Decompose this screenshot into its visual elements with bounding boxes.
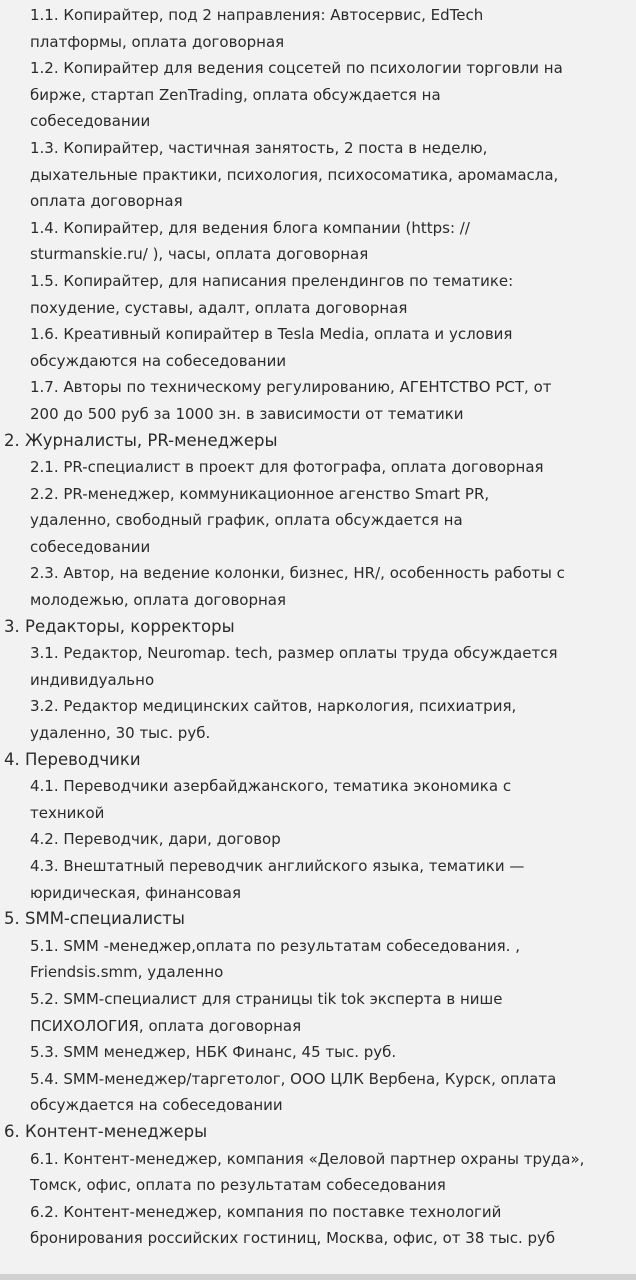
list-item-line: 3.1. Редактор, Neuromap. tech, размер оплаты труда обсуждается (30, 644, 558, 663)
list-item (0, 374, 636, 427)
section-title: 4. Переводчики (4, 749, 141, 769)
list-item (0, 215, 636, 268)
list-item-line: 200 до 500 руб за 1000 зн. в зависимости от тематики (30, 404, 464, 423)
list-item-line: техникой (30, 803, 105, 822)
section (0, 614, 636, 747)
list-item-line: 4.3. Внештатный переводчик английского языка, тематики — (30, 857, 525, 875)
list-item (0, 268, 636, 321)
list-item-line: ПСИХОЛОГИЯ, оплата договорная (30, 1016, 302, 1035)
list-item-line: бронирования российских гостиниц, Москва, офис, от 38 тыс. руб (30, 1229, 556, 1248)
list-item-line: удаленно, свободный график, оплата обсуждается на (30, 511, 463, 530)
list-item (0, 853, 636, 906)
bottom-divider (0, 1274, 636, 1280)
list-item (0, 640, 636, 693)
list-item-line: Friendsis.smm, удаленно (30, 963, 224, 982)
list-item (0, 454, 636, 481)
vacancy-list (0, 2, 636, 1252)
list-item-line: дыхательные практики, психология, психосоматика, аромамасла, (30, 165, 559, 184)
list-item-line: 1.4. Копирайтер, для ведения блога компании (https: // (30, 218, 470, 237)
list-item-line: обсуждаются на собеседовании (30, 351, 287, 370)
list-item-line: 6.1. Контент-менеджер, компания «Деловой партнер охраны труда», (30, 1149, 585, 1168)
list-item-line: 2.2. PR-менеджер, коммуникационное агенство Smart PR, (30, 484, 490, 503)
list-item-line: 1.6. Креативный копирайтер в Tesla Media, оплата и условия (30, 325, 513, 344)
list-item-line: 1.3. Копирайтер, частичная занятость, 2 поста в неделю, (30, 138, 488, 157)
list-item-line: юридическая, финансовая (30, 883, 242, 902)
list-item (0, 693, 636, 746)
list-item-line: 6.2. Контент-менеджер, компания по поставке технологий (30, 1202, 502, 1221)
list-item (0, 1039, 636, 1066)
list-item-line: собеседовании (30, 537, 151, 556)
list-item-line: 1.2. Копирайтер для ведения соцсетей по психологии торговли на (30, 59, 563, 78)
list-item (0, 933, 636, 986)
list-item (0, 481, 636, 561)
list-item-line: 2.1. PR-специалист в проект для фотографа, оплата договорная (30, 458, 544, 477)
list-item-line: оплата договорная (30, 192, 183, 211)
list-item (0, 826, 636, 853)
section (0, 747, 636, 907)
section (0, 2, 636, 428)
list-item (0, 55, 636, 135)
list-item-line: молодежью, оплата договорная (30, 591, 287, 610)
list-item-line: 5.4. SMM-менеджер/таргетолог, ООО ЦЛК Вербена, Курск, оплата (30, 1069, 557, 1088)
section-title: 5. SMM-специалисты (4, 909, 185, 929)
list-item (0, 1146, 636, 1199)
section (0, 906, 636, 1119)
list-item (0, 1199, 636, 1252)
list-item-line: 5.3. SMM менеджер, НБК Финанс, 45 тыс. руб. (30, 1043, 397, 1062)
list-item-line: 5.2. SMM-специалист для страницы tik tok эксперта в нише (30, 989, 503, 1008)
list-item-line: 3.2. Редактор медицинских сайтов, наркология, психиатрия, (30, 697, 517, 716)
section-title: 3. Редакторы, корректоры (4, 616, 235, 636)
list-item-line: похудение, суставы, адалт, оплата договорная (30, 298, 408, 317)
list-item (0, 2, 636, 55)
section (0, 428, 636, 614)
list-item (0, 321, 636, 374)
list-item-line: обсуждается на собеседовании (30, 1096, 283, 1115)
list-item-line: Томск, офис, оплата по результатам собеседования (30, 1176, 446, 1195)
list-item (0, 135, 636, 215)
list-item (0, 560, 636, 613)
list-item-line: собеседовании (30, 112, 151, 131)
section-title: 6. Контент-менеджеры (4, 1121, 208, 1141)
section (0, 1119, 636, 1252)
list-item-line: 4.2. Переводчик, дари, договор (30, 830, 281, 849)
list-item-line: 1.1. Копирайтер, под 2 направления: Автосервис, EdTech (30, 6, 484, 24)
list-item-line: 1.7. Авторы по техническому регулированию, АГЕНТСТВО РСТ, от (30, 378, 552, 397)
list-item-line: платформы, оплата договорная (30, 32, 285, 51)
list-item-line: индивидуально (30, 670, 155, 689)
list-item-line: бирже, стартап ZenTrading, оплата обсуждается на (30, 85, 441, 104)
section-title: 2. Журналисты, PR-менеджеры (4, 430, 278, 450)
list-item-line: 5.1. SMM -менеджер,оплата по результатам собеседования. , (30, 936, 520, 955)
list-item-line: 1.5. Копирайтер, для написания прелендингов по тематике: (30, 271, 514, 290)
list-item-line: 2.3. Автор, на ведение колонки, бизнес, HR/, особенность работы с (30, 564, 565, 583)
list-item-line: удаленно, 30 тыс. руб. (30, 724, 211, 743)
list-item (0, 773, 636, 826)
list-item (0, 986, 636, 1039)
list-item (0, 1066, 636, 1119)
list-item-line: sturmanskie.ru/ ), часы, оплата договорная (30, 245, 369, 264)
list-item-line: 4.1. Переводчики азербайджанского, тематика экономика с (30, 777, 512, 796)
